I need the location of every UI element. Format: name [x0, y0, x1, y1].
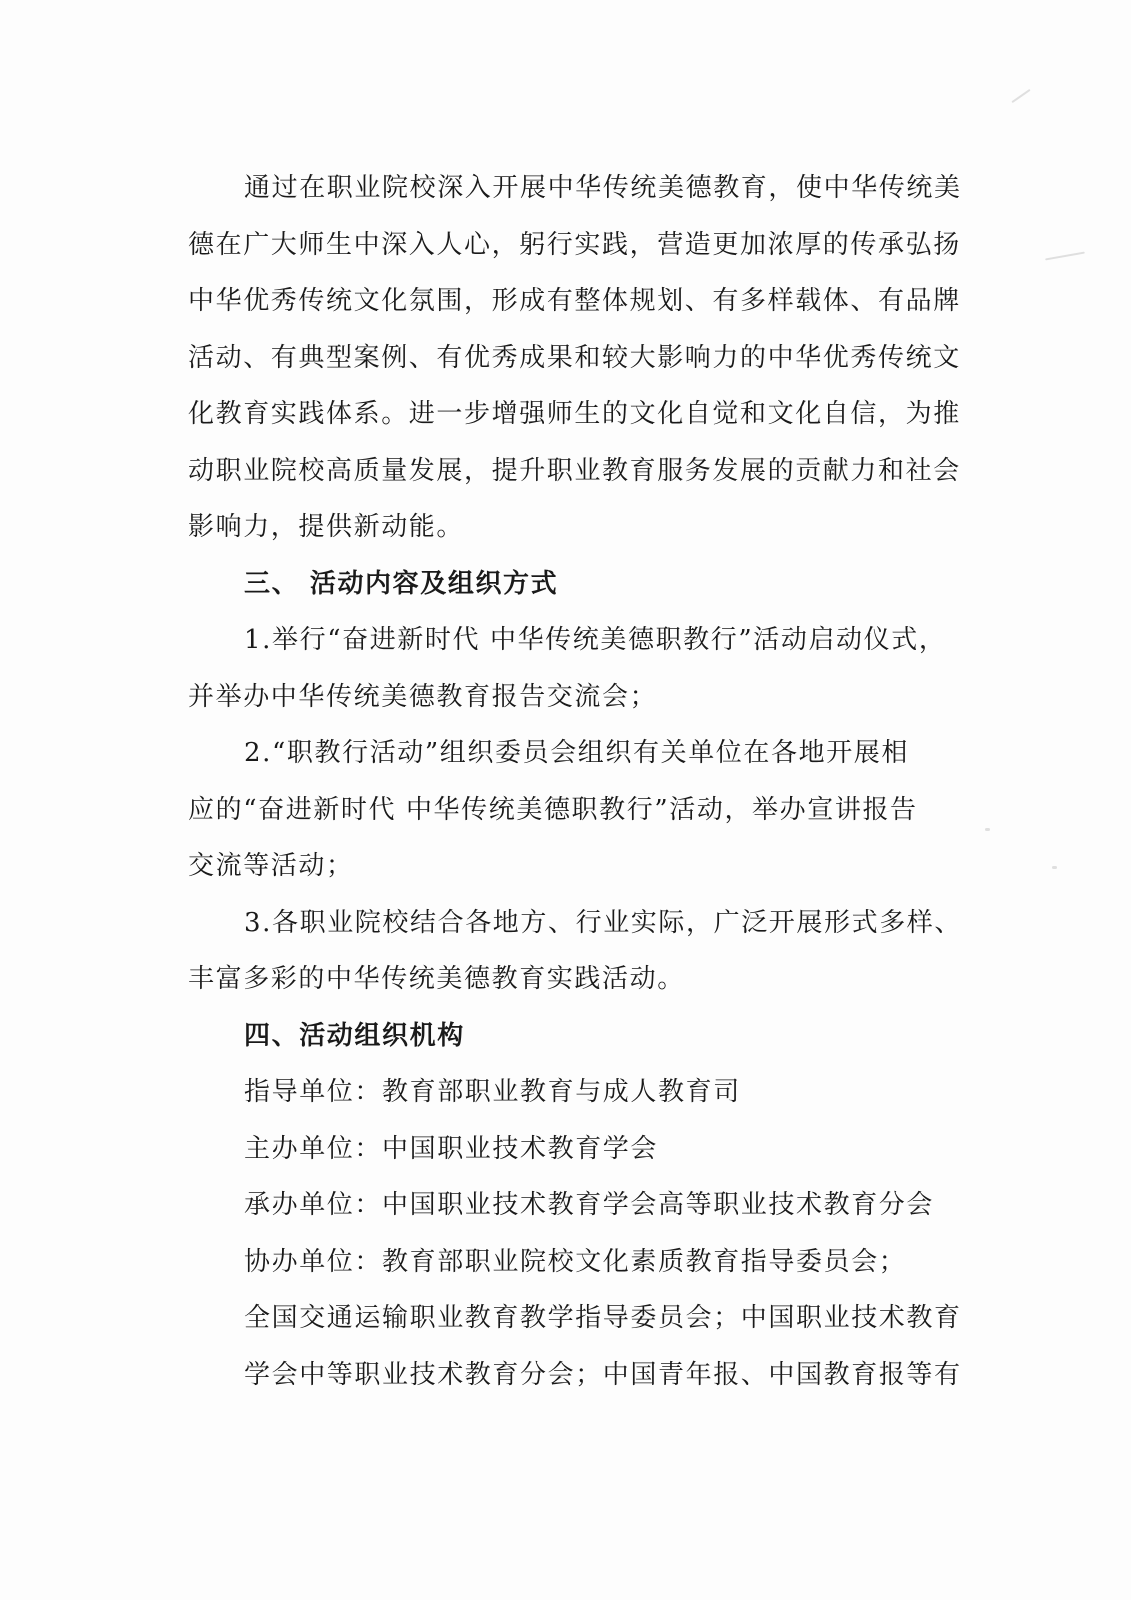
- text-line: 动职业院校高质量发展，提升职业教育服务发展的贡献力和社会: [188, 455, 961, 486]
- text-line: 中华优秀传统文化氛围，形成有整体规划、有多样载体、有品牌: [188, 286, 961, 316]
- text-line: 并举办中华传统美德教育报告交流会；: [188, 681, 658, 712]
- text-line: 德在广大师生中深入人心，躬行实践，营造更加浓厚的传承弘扬: [188, 229, 961, 260]
- scan-speck: [1052, 866, 1057, 869]
- text-line: 承办单位：中国职业技术教育学会高等职业技术教育分会: [244, 1190, 935, 1220]
- text-line: 活动、有典型案例、有优秀成果和较大影响力的中华优秀传统文: [188, 342, 961, 373]
- text-line: 1.举行“奋进新时代 中华传统美德职教行”活动启动仪式，: [244, 625, 947, 655]
- text-line: 交流等活动；: [188, 851, 354, 881]
- section-heading: 四、活动组织机构: [244, 1020, 465, 1051]
- scan-speck: [1045, 252, 1085, 261]
- text-line: 学会中等职业技术教育分会；中国青年报、中国教育报等有: [244, 1359, 962, 1390]
- text-line: 全国交通运输职业教育教学指导委员会；中国职业技术教育: [244, 1303, 962, 1333]
- text-line: 协办单位：教育部职业院校文化素质教育指导委员会；: [244, 1246, 907, 1277]
- text-line: 指导单位：教育部职业教育与成人教育司: [244, 1077, 741, 1107]
- text-line: 主办单位：中国职业技术教育学会: [244, 1133, 659, 1164]
- scan-speck: [985, 828, 990, 831]
- document-body: [188, 160, 963, 1403]
- text-line: 影响力，提供新动能。: [188, 512, 465, 542]
- text-line: 2.“职教行活动”组织委员会组织有关单位在各地开展相: [244, 738, 909, 768]
- text-line: 3.各职业院校结合各地方、行业实际，广泛开展形式多样、: [244, 907, 963, 938]
- scan-speck: [1011, 89, 1030, 103]
- text-line: 丰富多彩的中华传统美德教育实践活动。: [188, 964, 685, 994]
- section-heading: 三、 活动内容及组织方式: [244, 568, 559, 599]
- text-line: 应的“奋进新时代 中华传统美德职教行”活动，举办宣讲报告: [188, 794, 918, 825]
- text-line: 化教育实践体系。进一步增强师生的文化自觉和文化自信，为推: [188, 399, 961, 429]
- text-line: 通过在职业院校深入开展中华传统美德教育，使中华传统美: [244, 173, 962, 203]
